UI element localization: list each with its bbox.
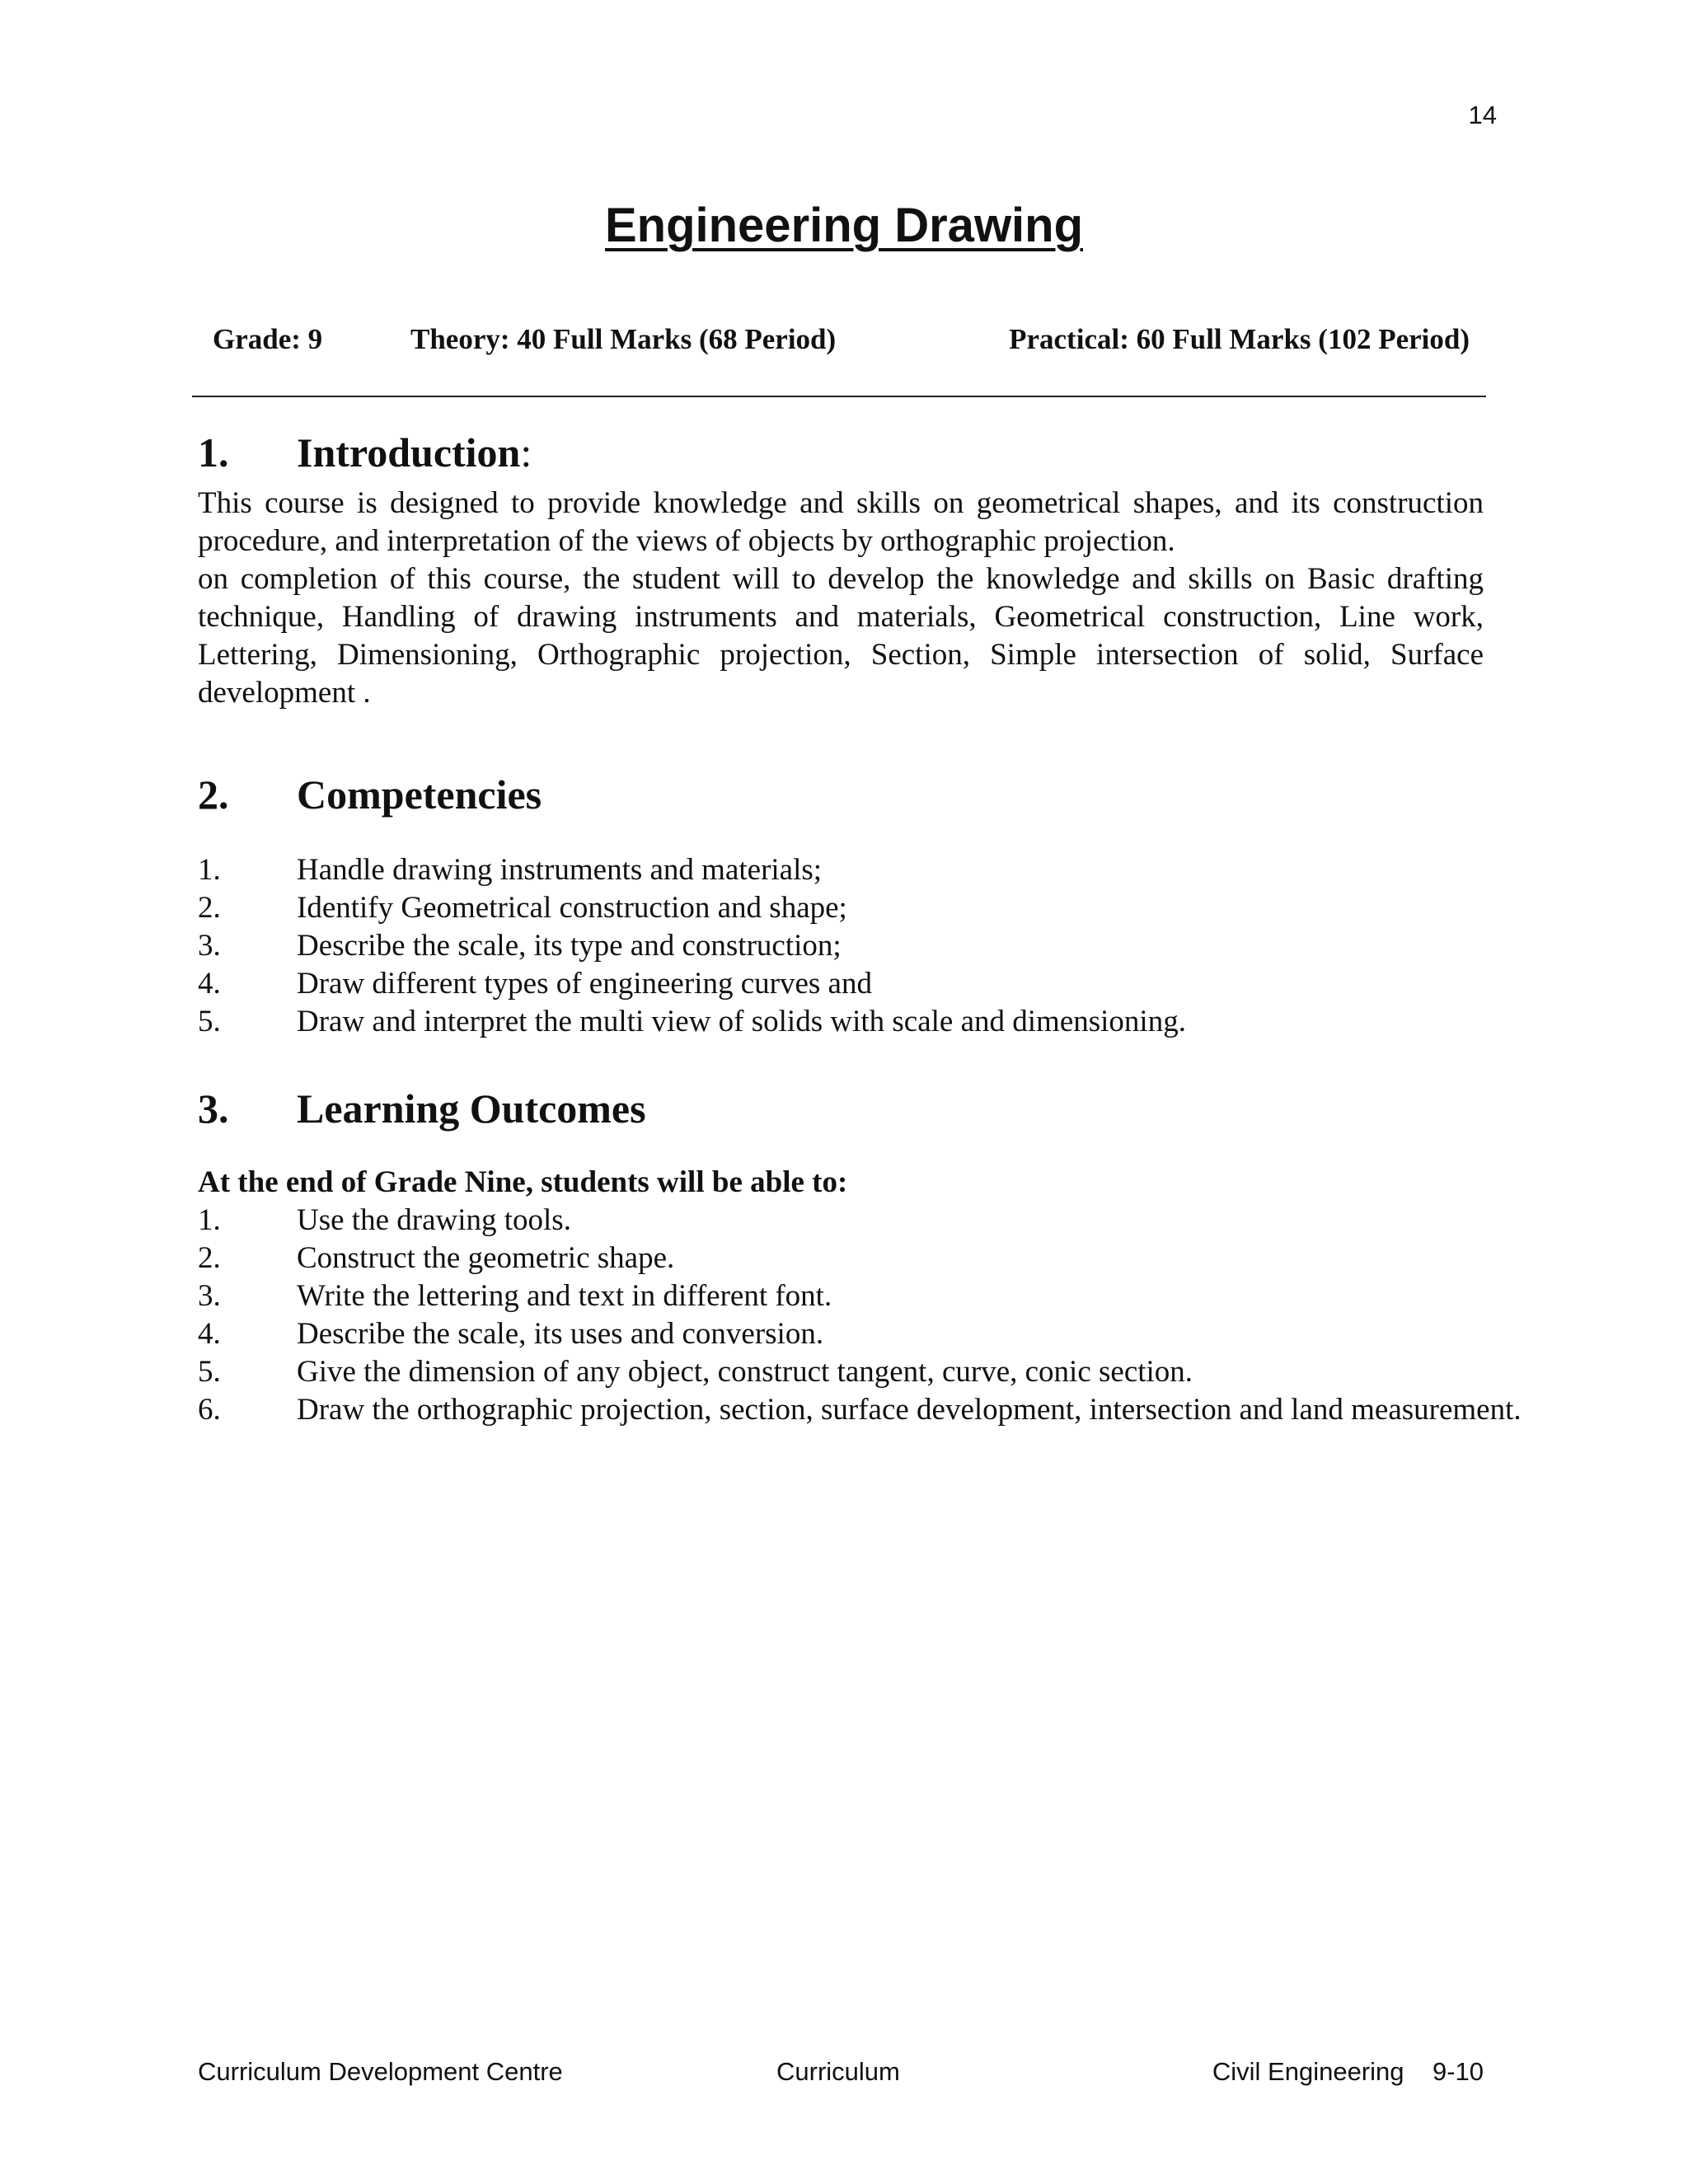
paragraph: This course is designed to provide knowledge and skills on geometrical shapes, and its construction procedure, and interpretation of the views of objects by orthographic projection. xyxy=(198,486,1484,558)
page-title: Engineering Drawing xyxy=(604,199,1084,252)
section-title: Learning Outcomes xyxy=(297,1085,646,1132)
list-item: 2. Identify Geometrical construction and shape; xyxy=(198,891,847,925)
theory-marks: Theory: 40 Full Marks (68 Period) xyxy=(410,323,837,355)
section-heading xyxy=(198,1085,1484,1136)
list-item: 5. Draw and interpret the multi view of solids with scale and dimensioning. xyxy=(198,1005,1186,1038)
section-number: 2. xyxy=(198,771,229,818)
header-divider xyxy=(192,396,1486,397)
grade-label: Grade: 9 xyxy=(213,323,323,355)
section-introduction xyxy=(198,429,1484,712)
list-item: 5. Give the dimension of any object, construct tangent, curve, conic section. xyxy=(198,1355,1193,1389)
outcomes-lead: At the end of Grade Nine, students will be able to: xyxy=(198,1165,848,1199)
section-number: 3. xyxy=(198,1085,229,1132)
section-number: 1. xyxy=(198,429,229,476)
list-item: 1. Use the drawing tools. xyxy=(198,1203,571,1237)
paragraph: on completion of this course, the student will to develop the knowledge and skills on Basic drafting technique, Handling of drawing instruments and materials, Geometrical construction, Line work, Lettering, Dimensioning, Orthographic projection, Section, Simple intersection of solid, Surface development . xyxy=(198,562,1484,710)
list-item: 4. Describe the scale, its uses and conversion. xyxy=(198,1317,824,1351)
list-item: 3. Describe the scale, its type and construction; xyxy=(198,929,842,963)
section-title: Introduction: xyxy=(297,429,532,476)
page-number: 14 xyxy=(1468,101,1497,129)
section-heading xyxy=(198,429,1484,480)
list-item: 3. Write the lettering and text in different font. xyxy=(198,1279,832,1313)
practical-marks: Practical: 60 Full Marks (102 Period) xyxy=(1009,323,1470,355)
section-learning-outcomes xyxy=(198,1085,1522,1429)
section-competencies xyxy=(198,771,1484,1041)
section-heading xyxy=(198,771,1484,822)
list-item: 2. Construct the geometric shape. xyxy=(198,1241,675,1275)
list-item: 6. Draw the orthographic projection, section, surface development, intersection and land measurement. xyxy=(198,1393,1522,1427)
list-item: 1. Handle drawing instruments and materials; xyxy=(198,853,823,887)
list-item: 4. Draw different types of engineering curves and xyxy=(198,967,872,1001)
section-title: Competencies xyxy=(297,771,542,818)
footer-center: Curriculum xyxy=(776,2057,900,2086)
footer-right: Civil Engineering 9-10 xyxy=(1212,2057,1484,2086)
footer-left: Curriculum Development Centre xyxy=(198,2057,563,2086)
